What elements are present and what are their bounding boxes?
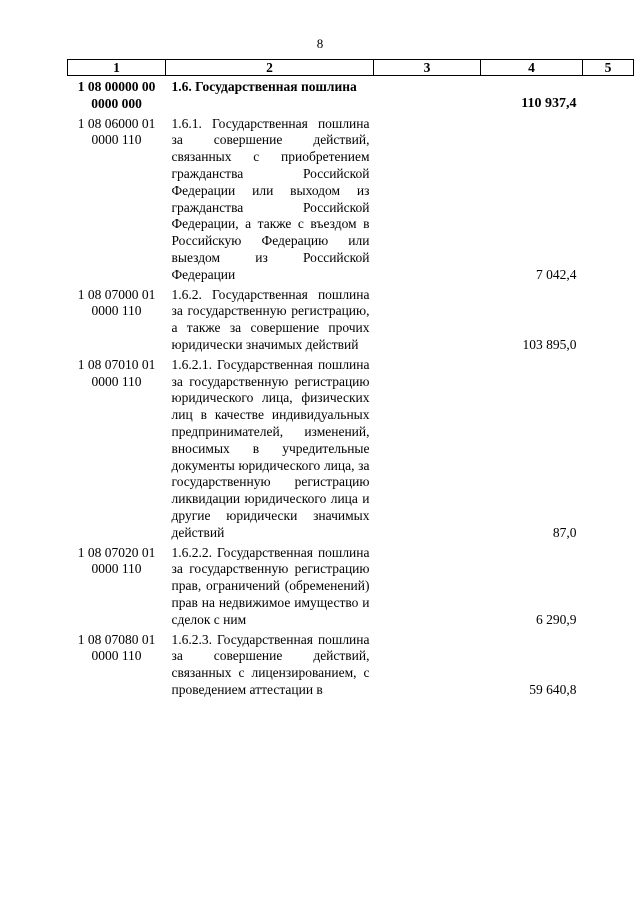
table-row <box>68 629 634 699</box>
row-code: 1 08 07010 01 0000 110 <box>77 356 156 389</box>
row-col3 <box>374 113 481 284</box>
row-code: 1 08 06000 01 0000 110 <box>77 115 156 148</box>
row-col5 <box>583 629 634 699</box>
row-description: 1.6.2.3. Государственная пошлина за совершение действий, связанных с лицензированием, с проведением аттестации в <box>171 631 370 697</box>
header-col-3: 3 <box>374 60 481 76</box>
budget-table <box>67 59 634 699</box>
row-code: 1 08 07000 01 0000 110 <box>77 286 156 319</box>
row-amount: 103 895,0 <box>522 336 577 352</box>
row-amount: 6 290,9 <box>536 611 577 627</box>
row-amount: 110 937,4 <box>521 95 577 111</box>
row-description: 1.6.2.2. Государственная пошлина за государственную регистрацию прав, ограничений (обременений) прав на недвижимое имущество и сделок с ним <box>171 544 370 627</box>
header-col-5: 5 <box>583 60 634 76</box>
header-col-1: 1 <box>68 60 166 76</box>
table-header-row <box>68 60 634 76</box>
table-row <box>68 76 634 113</box>
row-description: 1.6.2. Государственная пошлина за государственную регистрацию, а также за совершение прочих юридически значимых действий <box>171 286 370 352</box>
row-code: 1 08 00000 00 0000 000 <box>77 79 156 111</box>
row-amount: 87,0 <box>552 524 577 540</box>
table-row <box>68 284 634 354</box>
table-row <box>68 542 634 629</box>
table-row <box>68 354 634 542</box>
row-description: 1.6.1. Государственная пошлина за совершение действий, связанных с приобретением гражданства Российской Федерации или выходом из гражданства Российской Федерации, а также с въездом в Российскую Федерацию или выездом из Российской Федерации <box>171 115 370 282</box>
row-col5 <box>583 76 634 113</box>
row-amount: 59 640,8 <box>529 681 577 697</box>
table-row <box>68 113 634 284</box>
row-code: 1 08 07020 01 0000 110 <box>77 544 156 577</box>
row-col3 <box>374 76 481 113</box>
header-col-2: 2 <box>166 60 374 76</box>
row-code: 1 08 07080 01 0000 110 <box>77 631 156 664</box>
row-col3 <box>374 354 481 542</box>
row-col3 <box>374 284 481 354</box>
row-amount: 7 042,4 <box>536 266 577 282</box>
row-col3 <box>374 629 481 699</box>
row-col5 <box>583 284 634 354</box>
row-col5 <box>583 113 634 284</box>
header-col-4: 4 <box>481 60 583 76</box>
row-description: 1.6. Государственная пошлина <box>171 79 357 94</box>
row-col5 <box>583 542 634 629</box>
row-col5 <box>583 354 634 542</box>
page-number: 8 <box>316 36 324 51</box>
row-col3 <box>374 542 481 629</box>
row-description: 1.6.2.1. Государственная пошлина за государственную регистрацию юридического лица, физических лиц в качестве индивидуальных предпринимателей, изменений, вносимых в учредительные документы юридического лица, за государственную регистрацию ликвидации юридического лица и другие юридически значимых действий <box>171 356 370 540</box>
